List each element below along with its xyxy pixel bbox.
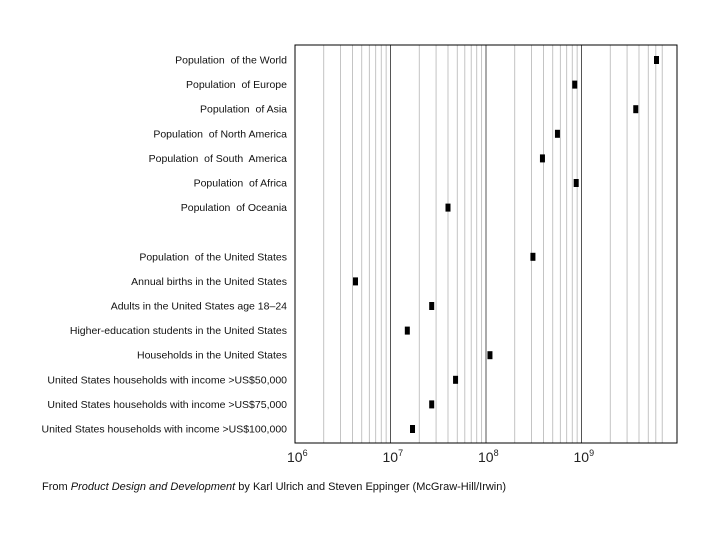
category-label: Population of North America xyxy=(153,128,287,141)
data-point xyxy=(453,376,458,384)
category-label: United States households with income >US$100,000 xyxy=(41,423,287,436)
data-point xyxy=(572,81,577,89)
data-point xyxy=(555,130,560,138)
x-tick-label xyxy=(478,448,499,465)
data-point xyxy=(540,154,545,162)
x-tick-base: 10 xyxy=(573,449,590,465)
category-label: United States households with income >US$50,000 xyxy=(47,374,287,387)
x-tick-exponent: 8 xyxy=(493,448,499,458)
category-label: Population of Oceania xyxy=(180,202,287,215)
x-tick-base: 10 xyxy=(382,449,399,465)
category-label: Households in the United States xyxy=(136,349,287,362)
x-tick-base: 10 xyxy=(287,449,303,465)
source-prefix: From xyxy=(42,481,71,493)
source-suffix: by Karl Ulrich and Steven Eppinger (McGraw-Hill/Irwin) xyxy=(235,481,507,493)
data-point xyxy=(445,204,450,212)
data-point xyxy=(654,56,659,64)
category-label: Population of South America xyxy=(148,152,287,165)
x-tick-label xyxy=(574,448,595,465)
category-label: Population of the World xyxy=(175,54,287,67)
data-point xyxy=(633,105,638,113)
data-point xyxy=(429,400,434,408)
data-point xyxy=(405,327,410,335)
category-label: Annual births in the United States xyxy=(131,275,287,288)
category-label: United States households with income >US$75,000 xyxy=(47,398,287,411)
category-label: Population of Africa xyxy=(193,177,287,190)
x-tick-label xyxy=(383,448,404,465)
category-label: Population of Europe xyxy=(186,79,287,92)
x-tick-base: 10 xyxy=(478,449,494,465)
x-tick-exponent: 9 xyxy=(589,448,595,458)
data-point xyxy=(574,179,579,187)
category-label: Population of the United States xyxy=(139,251,287,264)
data-point xyxy=(530,253,535,261)
category-labels xyxy=(42,55,288,436)
category-label: Population of Asia xyxy=(200,103,287,116)
data-point xyxy=(353,277,358,285)
data-points xyxy=(353,56,659,433)
source-credit xyxy=(42,481,506,493)
gridlines xyxy=(324,45,662,443)
x-axis-tick-labels xyxy=(287,448,594,465)
data-point xyxy=(429,302,434,310)
category-label: Adults in the United States age 18–24 xyxy=(110,300,287,313)
data-point xyxy=(410,425,415,433)
source-book-title: Product Design and Development xyxy=(70,481,236,493)
x-tick-exponent: 6 xyxy=(302,448,308,458)
category-label: Higher-education students in the United States xyxy=(69,325,287,338)
x-tick-label xyxy=(287,448,308,465)
x-tick-exponent: 7 xyxy=(398,448,404,458)
data-point xyxy=(487,351,492,359)
